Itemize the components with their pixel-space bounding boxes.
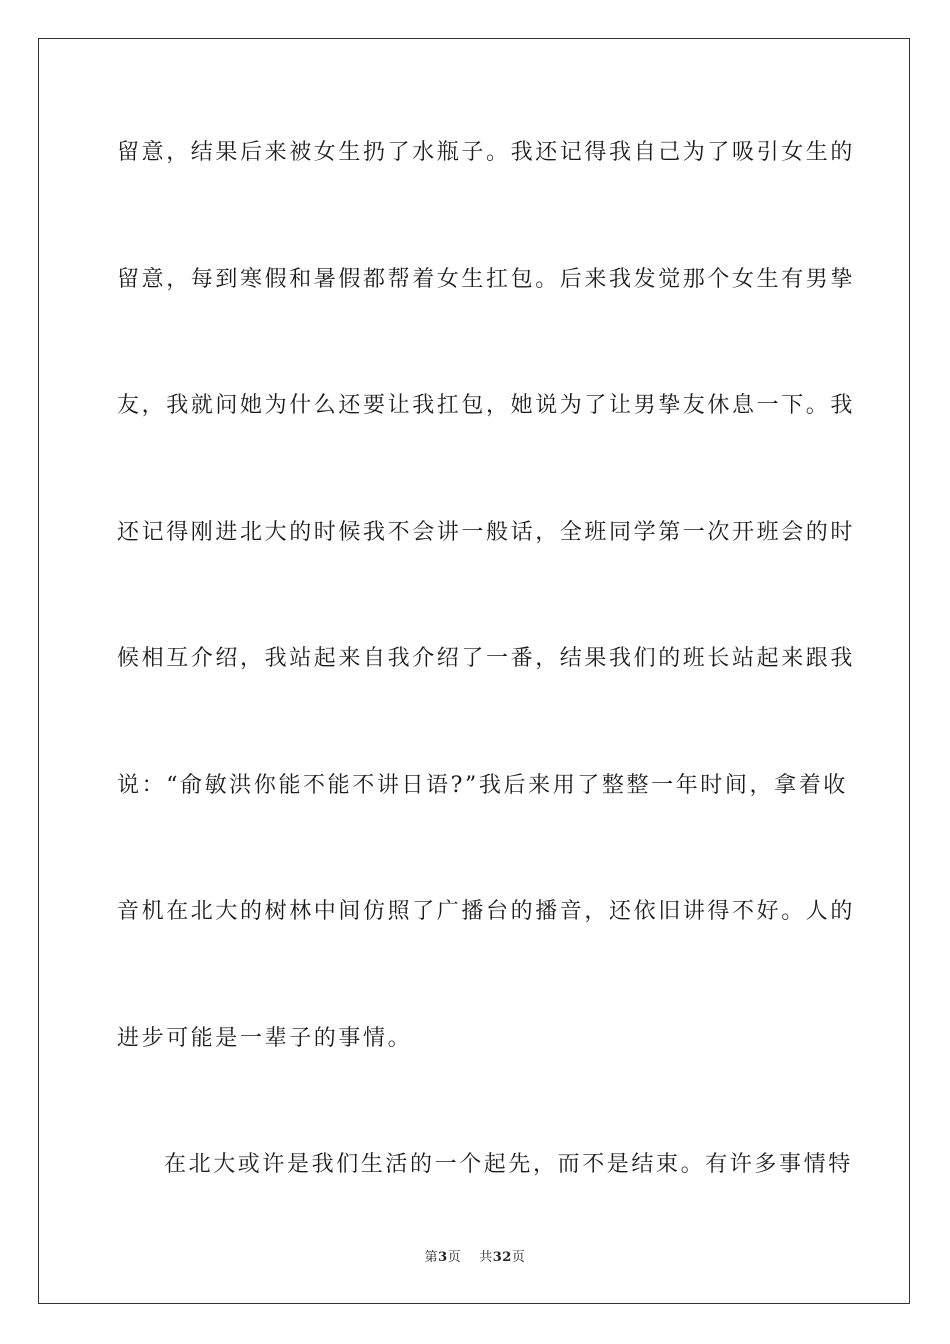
- paragraph-line-3: 友，我就问她为什么还要让我扛包，她说为了让男挚友休息一下。我: [117, 393, 856, 418]
- paragraph-line-2: 留意，每到寒假和暑假都帮着女生扛包。后来我发觉那个女生有男挚: [117, 266, 856, 292]
- paragraph-line-7: 音机在北大的树林中间仿照了广播台的播音，还依旧讲得不好。人的: [117, 899, 856, 924]
- next-paragraph-first-line: 在北大或许是我们生活的一个起先，而不是结束。有许多事情特: [164, 1152, 853, 1177]
- total-suffix: 页: [511, 1250, 526, 1265]
- paragraph-line-8: 进步可能是一辈子的事情。: [117, 1025, 413, 1051]
- document-body: [117, 128, 856, 1267]
- total-prefix: 共: [479, 1250, 493, 1265]
- total-pages: 32: [492, 1250, 512, 1265]
- paragraph-line-5: 候相互介绍，我站起来自我介绍了一番，结果我们的班长站起来跟我: [117, 646, 856, 671]
- paragraph-line-6: 说：“俞敏洪你能不能不讲日语?”我后来用了整整一年时间，拿着收: [117, 772, 848, 798]
- page-prefix: 第: [424, 1250, 439, 1265]
- paragraph-line-4: 还记得刚进北大的时候我不会讲一般话，全班同学第一次开班会的时: [117, 519, 856, 545]
- paragraph-line-1: 留意，结果后来被女生扔了水瓶子。我还记得我自己为了吸引女生的: [117, 140, 856, 165]
- page-suffix: 页: [447, 1250, 462, 1265]
- page-number: 3: [438, 1250, 448, 1265]
- page-footer: [0, 1246, 950, 1265]
